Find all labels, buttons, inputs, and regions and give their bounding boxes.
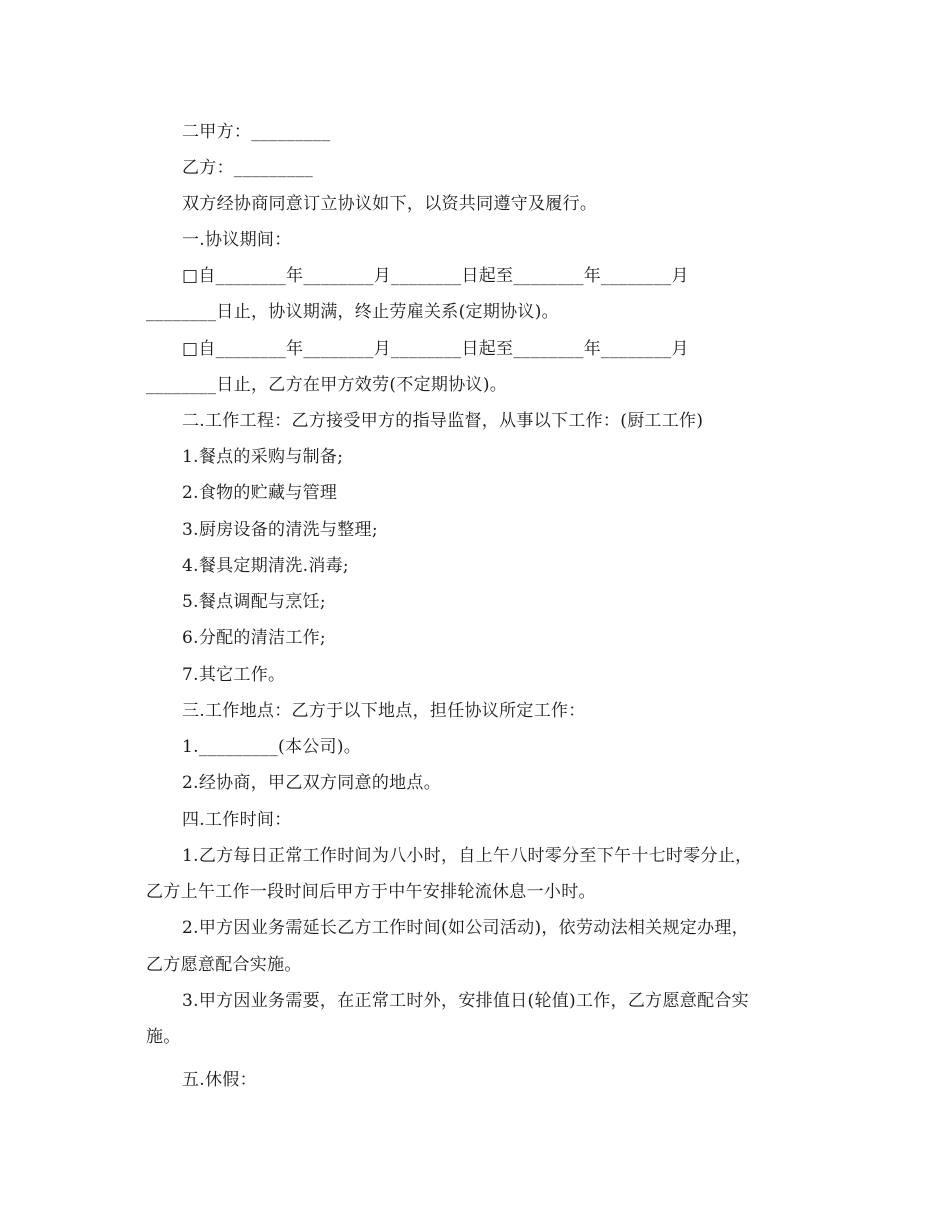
duty-item: 6.分配的清洁工作; <box>182 628 326 648</box>
section-2-heading: 二.工作工程：乙方接受甲方的指导监督，从事以下工作：(厨工工作) <box>182 411 704 431</box>
work-hours-item-2-line-1: 2.甲方因业务需延长乙方工作时间(如公司活动)，依劳动法相关规定办理， <box>182 918 749 938</box>
duty-item: 7.其它工作。 <box>182 665 286 685</box>
location-item: 1._________(本公司)。 <box>182 737 362 757</box>
work-hours-item-1-line-2: 乙方上午工作一段时间后甲方于中午安排轮流休息一小时。 <box>146 882 596 902</box>
party-a-line: 二甲方：_________ <box>182 122 331 142</box>
section-3-heading: 三.工作地点：乙方于以下地点，担任协议所定工作： <box>182 701 586 721</box>
section-5-heading: 五.休假： <box>182 1070 257 1090</box>
duty-item: 5.餐点调配与烹饪; <box>182 592 326 612</box>
indefinite-term-line-1: □自________年________月________日起至________年________月 <box>182 339 689 359</box>
work-hours-item-3-line-1: 3.甲方因业务需要，在正常工时外，安排值日(轮值)工作，乙方愿意配合实 <box>182 991 749 1011</box>
party-b-line: 乙方：_________ <box>182 158 314 178</box>
agreement-intro: 双方经协商同意订立协议如下，以资共同遵守及履行。 <box>182 194 598 214</box>
fixed-term-line-1: □自________年________月________日起至________年________月 <box>182 266 689 286</box>
fixed-term-line-2: ________日止，协议期满，终止劳雇关系(定期协议)。 <box>146 302 559 322</box>
duty-item: 2.食物的贮藏与管理 <box>182 483 338 503</box>
work-hours-item-1-line-1: 1.乙方每日正常工作时间为八小时，自上午八时零分至下午十七时零分止， <box>182 846 753 866</box>
section-1-heading: 一.协议期间： <box>182 230 292 250</box>
work-hours-item-3-line-2: 施。 <box>146 1027 181 1047</box>
duty-item: 3.厨房设备的清洗与整理; <box>182 520 378 540</box>
duty-item: 1.餐点的采购与制备; <box>182 447 344 467</box>
indefinite-term-line-2: ________日止，乙方在甲方效劳(不定期协议)。 <box>146 375 508 395</box>
work-hours-item-2-line-2: 乙方愿意配合实施。 <box>146 955 302 975</box>
location-item: 2.经协商，甲乙双方同意的地点。 <box>182 773 442 793</box>
duty-item: 4.餐具定期清洗.消毒; <box>182 556 349 576</box>
section-4-heading: 四.工作时间： <box>182 810 292 830</box>
